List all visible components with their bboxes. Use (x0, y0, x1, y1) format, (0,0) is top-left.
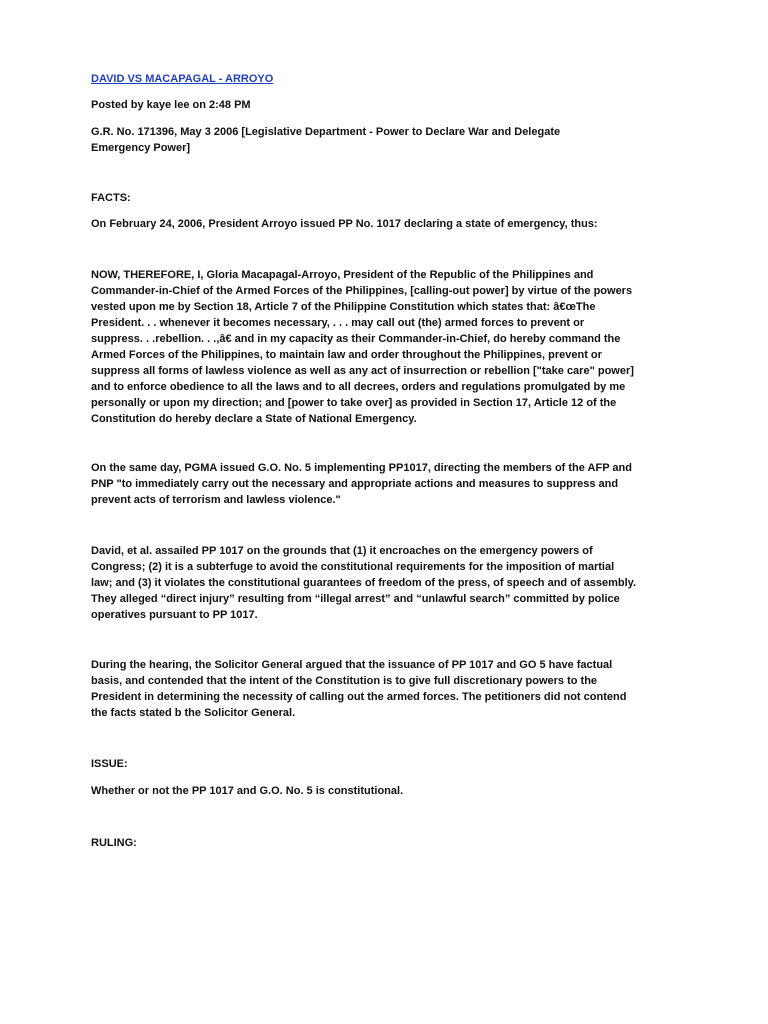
hearing-line: the facts stated b the Solicitor General. (91, 707, 296, 719)
post-title-block (91, 71, 681, 87)
ruling-heading (91, 835, 681, 851)
assailed-line: David, et al. assailed PP 1017 on the grounds that (1) it encroaches on the emergency powers of (91, 545, 593, 557)
issue-statement (91, 783, 681, 799)
assailed-paragraph (91, 543, 681, 623)
hearing-line: basis, and contended that the intent of the Constitution is to give full discretionary powers to the (91, 675, 598, 687)
proclamation-line: personally or upon my direction; and [power to take over] as provided in Section 17, Article 12 of the (91, 397, 617, 409)
assailed-line: operatives pursuant to PP 1017. (91, 609, 258, 621)
go5-line: On the same day, PGMA issued G.O. No. 5 implementing PP1017, directing the members of the AFP and (91, 462, 632, 474)
go5-line: prevent acts of terrorism and lawless violence." (91, 494, 341, 506)
issue-heading-text: ISSUE: (91, 758, 128, 770)
citation-line: Emergency Power] (91, 142, 191, 154)
post-title-link[interactable]: DAVID VS MACAPAGAL - ARROYO (91, 73, 274, 85)
issue-text: Whether or not the PP 1017 and G.O. No. 5 is constitutional. (91, 785, 404, 797)
hearing-line: During the hearing, the Solicitor General argued that the issuance of PP 1017 and GO 5 have factual (91, 659, 613, 671)
go5-line: PNP "to immediately carry out the necessary and appropriate actions and measures to suppress and (91, 478, 619, 490)
proclamation-line: Commander-in-Chief of the Armed Forces of the Philippines, [calling-out power] by virtue of the powers (91, 285, 633, 297)
post-meta (91, 97, 681, 113)
proclamation-line: suppress all forms of lawless violence as well as any act of insurrection or rebellion ["take care" power] (91, 365, 634, 377)
facts-intro-text: On February 24, 2006, President Arroyo issued PP No. 1017 declaring a state of emergency, thus: (91, 218, 598, 230)
facts-intro (91, 216, 681, 232)
proclamation-line: President. . . whenever it becomes necessary, . . . may call out (the) armed forces to prevent or (91, 317, 585, 329)
facts-heading-text: FACTS: (91, 192, 131, 204)
post-meta-text: Posted by kaye lee on 2:48 PM (91, 99, 251, 111)
proclamation-line: suppress. . .rebellion. . .,â€ and in my capacity as their Commander-in-Chief, do hereby command the (91, 333, 621, 345)
proclamation-line: Constitution do hereby declare a State of National Emergency. (91, 413, 417, 425)
hearing-line: President in determining the necessity of calling out the armed forces. The petitioners did not contend (91, 691, 627, 703)
proclamation-paragraph (91, 267, 681, 427)
assailed-line: Congress; (2) it is a subterfuge to avoid the constitutional requirements for the imposition of martial (91, 561, 615, 573)
go5-paragraph (91, 460, 681, 508)
hearing-paragraph (91, 657, 681, 721)
proclamation-line: and to enforce obedience to all the laws and to all decrees, orders and regulations promulgated by me (91, 381, 626, 393)
assailed-line: They alleged “direct injury” resulting from “illegal arrest” and “unlawful search” committed by police (91, 593, 620, 605)
assailed-line: law; and (3) it violates the constitutional guarantees of freedom of the press, of speech and of assembly. (91, 577, 637, 589)
issue-heading (91, 756, 681, 772)
facts-heading (91, 190, 681, 206)
citation-line: G.R. No. 171396, May 3 2006 [Legislative Department - Power to Declare War and Delegate (91, 126, 561, 138)
citation (91, 124, 681, 156)
proclamation-line: NOW, THEREFORE, I, Gloria Macapagal-Arroyo, President of the Republic of the Philippines and (91, 269, 594, 281)
ruling-heading-text: RULING: (91, 837, 137, 849)
proclamation-line: vested upon me by Section 18, Article 7 of the Philippine Constitution which states that: â€œThe (91, 301, 596, 313)
proclamation-line: Armed Forces of the Philippines, to maintain law and order throughout the Philippines, prevent or (91, 349, 602, 361)
